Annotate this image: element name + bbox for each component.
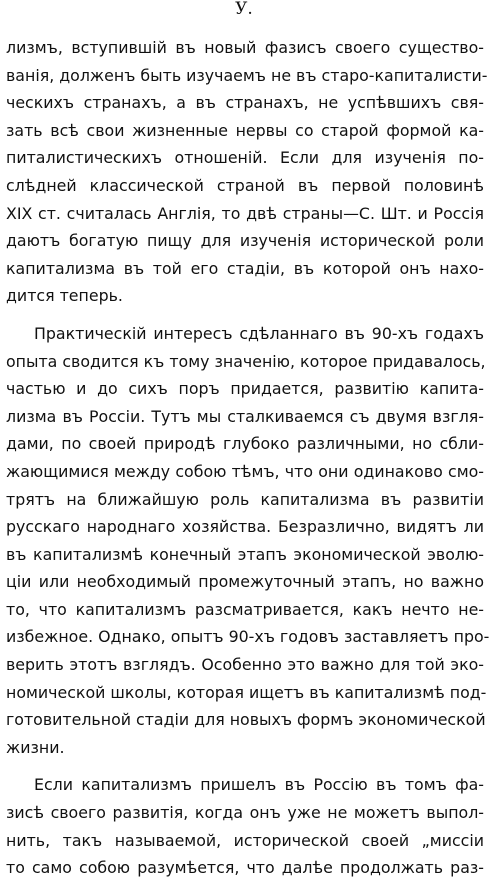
body-text (6, 34, 489, 882)
paragraph-spacer (6, 761, 484, 771)
paragraph-2 (6, 320, 489, 762)
text-line: то само собою разумѣется, что далѣе продолжать раз- (6, 858, 484, 878)
text-line: даютъ богатую пищу для изученiя исторической роли (6, 231, 484, 251)
text-line: частью и до сихъ поръ придается, развитiю капита- (6, 379, 484, 399)
text-line: слѣдней классической страной въ первой половинѣ (6, 175, 484, 195)
paragraph-3 (6, 771, 484, 881)
text-line: жающимися между собою тѣмъ, что они одинаково смо- (6, 461, 484, 481)
text-line: зать всѣ свои жизненные нервы со старой формой ка- (6, 120, 484, 140)
text-line: дами, по своей природѣ глубоко различными, но сбли- (6, 434, 484, 454)
text-line: номической школы, которая ищетъ въ капитализмѣ под- (6, 682, 487, 702)
text-line: зисѣ своего развитiя, когда онъ уже не можетъ выпол- (6, 803, 484, 823)
text-line: избежное. Однако, опытъ 90-хъ годовъ заставляетъ про- (6, 627, 489, 647)
paragraph-1 (6, 34, 488, 310)
text-line: цiи или необходимый промежуточный этапъ, но важно (6, 572, 484, 592)
text-line: верить этотъ взглядъ. Особенно это важно для той эко- (6, 655, 484, 675)
text-line: лизмъ, вступившiй въ новый фазисъ своего существо- (6, 38, 484, 57)
text-line: жизни. (6, 737, 65, 757)
text-line: питалистическихъ отношенiй. Если для изученiя по- (6, 148, 484, 168)
text-line: капитализма въ той его стадiи, въ которой онъ нахо- (6, 258, 484, 278)
text-line: ческихъ странахъ, а въ странахъ, не успѣвшихъ свя- (6, 93, 484, 113)
text-line: опыта сводится къ тому значенiю, которое придавалось, (6, 351, 486, 371)
paragraph-spacer (6, 310, 484, 320)
text-line: нить, такъ называемой, исторической своей „миссiи (6, 830, 484, 850)
text-line: Практическiй интересъ сдѣланнаго въ 90-хъ годахъ (34, 323, 484, 343)
text-line: въ капитализмѣ конечный этапъ экономической эволю- (6, 544, 484, 564)
text-line: готовительной стадiи для новыхъ формъ экономической (6, 710, 486, 730)
text-line: XIX ст. считалась Англiя, то двѣ страны—С. Шт. и Россiя (6, 203, 484, 223)
text-line: Если капитализмъ пришелъ въ Россiю въ томъ фа- (34, 775, 484, 795)
text-line: то, что капитализмъ разсматривается, какъ нечто не- (6, 599, 484, 619)
text-line: дится теперь. (6, 286, 123, 306)
page-number: У. (235, 0, 253, 19)
text-line: ванiя, долженъ быть изучаемъ не въ старо-капиталисти- (6, 65, 488, 85)
text-line: лизма въ Россiи. Тутъ мы сталкиваемся съ двумя взгля- (6, 406, 484, 426)
text-line: трятъ на ближайшую роль капитализма въ развитiи (6, 489, 484, 509)
text-line: русскаго народнаго хозяйства. Безразлично, видятъ ли (6, 517, 484, 537)
